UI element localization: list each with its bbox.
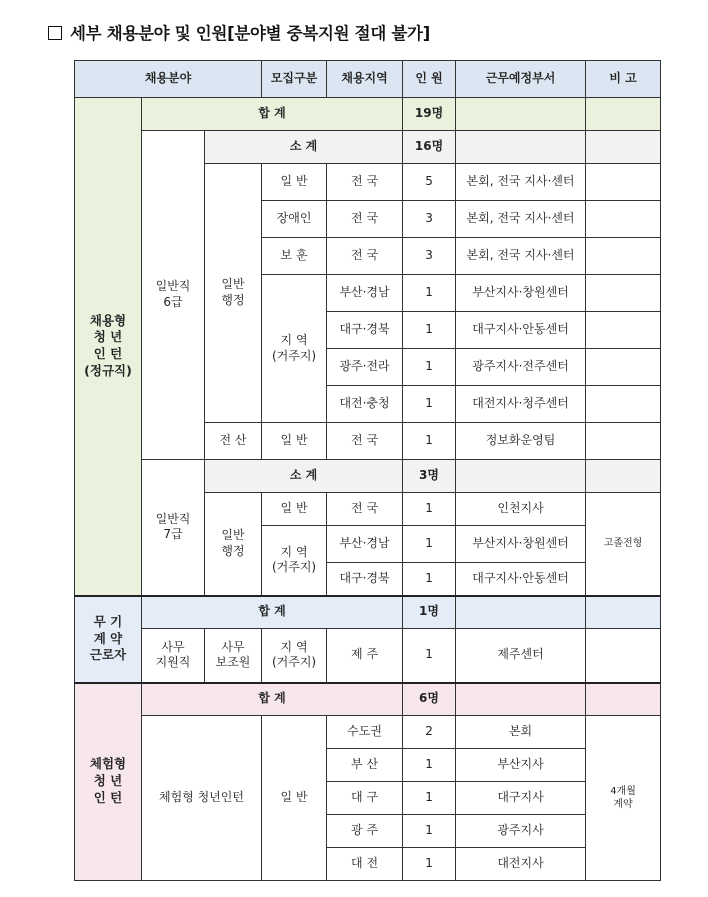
cell-region: 수도권	[327, 716, 403, 749]
g7-grade: 일반직 7급	[142, 460, 205, 596]
sec1-total-label: 합 계	[142, 98, 403, 131]
cell-region: 전 국	[327, 238, 403, 275]
cell-region: 광 주	[327, 815, 403, 848]
cell-dept: 대전지사	[456, 848, 586, 881]
cell-dept: 광주지사	[456, 815, 586, 848]
cell-dept: 부산지사·창원센터	[456, 526, 586, 563]
header-type: 모집구분	[262, 61, 327, 98]
cell-region: 부산·경남	[327, 275, 403, 312]
cell-dept: 대구지사	[456, 782, 586, 815]
cell-dept: 본회, 전국 지사·센터	[456, 164, 586, 201]
page-title	[48, 20, 430, 44]
sec2-job: 사무 지원직	[142, 629, 205, 683]
cell-count: 1	[403, 563, 456, 596]
category-indefinite-contract: 무 기 계 약 근로자	[75, 596, 142, 683]
cell-count: 5	[403, 164, 456, 201]
cell-dept: 대전지사·청주센터	[456, 386, 586, 423]
table-row	[75, 629, 661, 683]
cell-region: 대구·경북	[327, 563, 403, 596]
g7-subtotal-label: 소 계	[205, 460, 403, 493]
cell-region: 대 구	[327, 782, 403, 815]
g6-subtotal: 16명	[403, 131, 456, 164]
cell-dept: 본회, 전국 지사·센터	[456, 238, 586, 275]
cell-dept: 인천지사	[456, 493, 586, 526]
g6-subtotal-label: 소 계	[205, 131, 403, 164]
table-row	[75, 131, 661, 164]
header-note: 비 고	[586, 61, 661, 98]
sec2-region: 제 주	[327, 629, 403, 683]
sec2-type: 지 역 (거주지)	[262, 629, 327, 683]
cell-region: 광주·전라	[327, 349, 403, 386]
table-row	[75, 596, 661, 629]
checkbox-square-icon	[48, 26, 62, 40]
sec3-note: 4개월 계약	[586, 716, 661, 881]
cell-type: 장애인	[262, 201, 327, 238]
table-row	[75, 683, 661, 716]
cell-region: 부 산	[327, 749, 403, 782]
g7-subtotal: 3명	[403, 460, 456, 493]
cell-count: 3	[403, 238, 456, 275]
cell-dept: 본회	[456, 716, 586, 749]
sec3-total-label: 합 계	[142, 683, 403, 716]
sec2-sub: 사무 보조원	[205, 629, 262, 683]
cell-count: 1	[403, 493, 456, 526]
cell-dept: 광주지사·전주센터	[456, 349, 586, 386]
header-dept: 근무예정부서	[456, 61, 586, 98]
page-title-text: 세부 채용분야 및 인원[분야별 중복지원 절대 불가]	[70, 24, 430, 43]
g7-note: 고졸전형	[586, 493, 661, 596]
category-intern-experience: 체험형 청 년 인 턴	[75, 683, 142, 881]
cell-dept: 부산지사·창원센터	[456, 275, 586, 312]
sec2-total: 1명	[403, 596, 456, 629]
cell-count: 1	[403, 423, 456, 460]
cell-region: 전 국	[327, 493, 403, 526]
cell-count: 1	[403, 526, 456, 563]
category-intern-regular: 채용형 청 년 인 턴 (정규직)	[75, 98, 142, 596]
cell-count: 1	[403, 749, 456, 782]
cell-count: 1	[403, 349, 456, 386]
header-field: 채용분야	[75, 61, 262, 98]
g6-grade: 일반직 6급	[142, 131, 205, 460]
recruitment-table	[74, 60, 661, 881]
cell-count: 1	[403, 275, 456, 312]
sec1-total: 19명	[403, 98, 456, 131]
cell-region: 전 국	[327, 164, 403, 201]
cell-region: 대 전	[327, 848, 403, 881]
cell-dept: 대구지사·안동센터	[456, 312, 586, 349]
cell-region: 전 국	[327, 201, 403, 238]
cell-dept: 대구지사·안동센터	[456, 563, 586, 596]
cell-region: 대구·경북	[327, 312, 403, 349]
cell-type: 일 반	[262, 423, 327, 460]
header-region: 채용지역	[327, 61, 403, 98]
sec2-count: 1	[403, 629, 456, 683]
sec3-field: 체험형 청년인턴	[142, 716, 262, 881]
cell-type: 보 훈	[262, 238, 327, 275]
cell-count: 1	[403, 312, 456, 349]
sec2-total-label: 합 계	[142, 596, 403, 629]
cell-count: 2	[403, 716, 456, 749]
cell-type: 일 반	[262, 493, 327, 526]
header-count: 인 원	[403, 61, 456, 98]
cell-type: 일 반	[262, 164, 327, 201]
g7-track: 일반 행정	[205, 493, 262, 596]
cell-region: 부산·경남	[327, 526, 403, 563]
table-row	[75, 98, 661, 131]
cell-count: 1	[403, 848, 456, 881]
cell-count: 1	[403, 386, 456, 423]
header-row	[75, 61, 661, 98]
sec3-type: 일 반	[262, 716, 327, 881]
sec3-total: 6명	[403, 683, 456, 716]
cell-count: 1	[403, 782, 456, 815]
g6-local-type: 지 역 (거주지)	[262, 275, 327, 423]
cell-dept: 정보화운영팀	[456, 423, 586, 460]
table-row	[75, 460, 661, 493]
table-row	[75, 716, 661, 749]
cell-dept: 부산지사	[456, 749, 586, 782]
cell-count: 3	[403, 201, 456, 238]
g7-local-type: 지 역 (거주지)	[262, 526, 327, 596]
cell-region: 전 국	[327, 423, 403, 460]
g6-track: 일반 행정	[205, 164, 262, 423]
sec2-dept: 제주센터	[456, 629, 586, 683]
cell-dept: 본회, 전국 지사·센터	[456, 201, 586, 238]
cell-region: 대전·충청	[327, 386, 403, 423]
cell-count: 1	[403, 815, 456, 848]
g6-it-track: 전 산	[205, 423, 262, 460]
